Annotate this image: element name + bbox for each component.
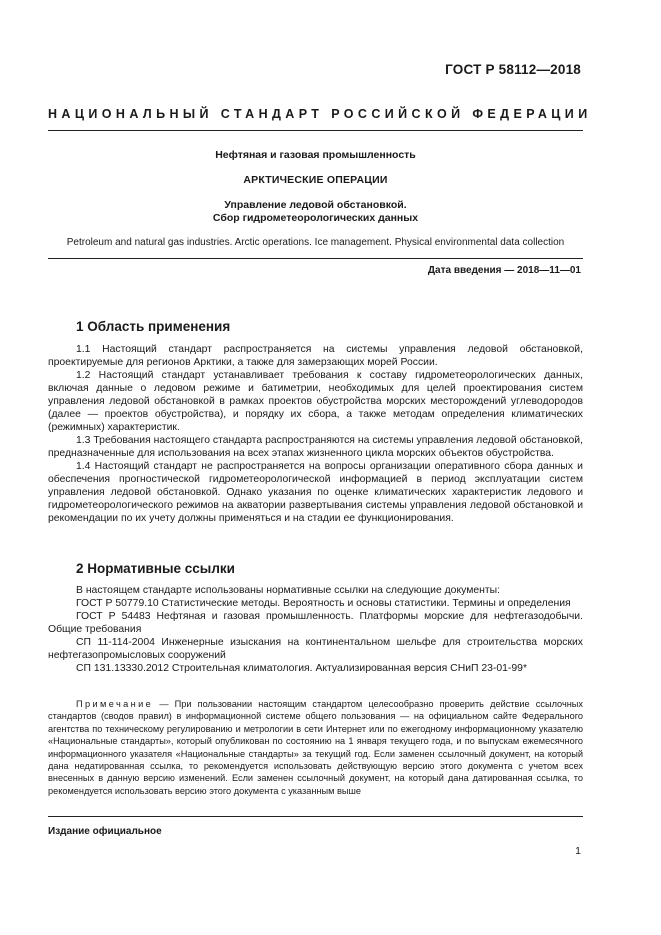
note-paragraph — [48, 698, 583, 797]
paragraph-1-1: 1.1 Настоящий стандарт распространяется на системы управления ледовой обстановкой, проектируемые для регионов Арктики, а также для замерзающих морей России. — [48, 344, 583, 368]
paragraph-1-3: 1.3 Требования настоящего стандарта распространяются на системы управления ледовой обстановкой, предназначенные для использования на всех этапах жизненного цикла морских объектов обустройства. — [48, 435, 583, 459]
reference-item: СП 131.13330.2012 Строительная климатология. Актуализированная версия СНиП 23-01-99* — [76, 663, 527, 674]
title-rule — [48, 258, 583, 259]
paragraph-1-2: 1.2 Настоящий стандарт устанавливает требования к составу гидрометеорологических данных, включая данные о ледовом режиме и батиметрии, необходимых для целей проектирования систем управления ледовой обстановкой в рамках проектов обустройства морских месторождений углеводородов (далее — проектов обустройства), и порядку их сбора, а также методам определения климатических (режимных) характеристик. — [48, 370, 583, 433]
note-block — [48, 698, 583, 797]
introduction-date: Дата введения — 2018—11—01 — [427, 265, 581, 276]
national-standard-heading: НАЦИОНАЛЬНЫЙ СТАНДАРТ РОССИЙСКОЙ ФЕДЕРАЦИИ — [48, 107, 592, 121]
note-text: — При пользовании настоящим стандартом целесообразно проверить действие ссылочных стандартов (сводов правил) в информационной системе общего пользования — на официальном сайте Федерального агентства по техническому регулированию и метрологии в сети Интернет или по ежегодному информационному указателю «Национальные стандарты», который опубликован по состоянию на 1 января текущего года, и по выпускам ежемесячного информационного указателя «Национальные стандарты» за текущий год. Если заменен ссылочный документ, на который дана недатированная ссылка, то рекомендуется использовать действующую версию этого документа с учетом всех внесенных в данную версию изменений. Если заменен ссылочный документ, на который дана датированная ссылка, то рекомендуется использовать версию этого документа с указанным выше — [48, 699, 583, 796]
section-1-body — [48, 343, 583, 525]
page-number: 1 — [575, 845, 581, 857]
note-label: Примечание — [76, 699, 154, 709]
section-1-title: 1 Область применения — [76, 319, 231, 334]
footer-rule — [48, 816, 583, 817]
standard-number: ГОСТ Р 58112—2018 — [445, 62, 581, 77]
operations-title: АРКТИЧЕСКИЕ ОПЕРАЦИИ — [243, 174, 388, 186]
reference-item: ГОСТ Р 50779.10 Статистические методы. Вероятность и основы статистики. Термины и определения — [76, 598, 571, 609]
paragraph-1-4: 1.4 Настоящий стандарт не распространяется на вопросы организации оперативного сбора данных и обеспечения прогностической гидрометеорологической информацией в период эксплуатации систем управления ледовой обстановкой. Однако указания по оценке климатических характеристик ледового и гидрометеорологического режимов на акватории развертывания системы управления ледовой обстановкой и рекомендации по их учету должны применяться и на стадии ее функционирования. — [48, 461, 583, 524]
reference-item: ГОСТ Р 54483 Нефтяная и газовая промышленность. Платформы морские для нефтегазодобычи. Общие требования — [48, 611, 583, 635]
references-intro: В настоящем стандарте использованы нормативные ссылки на следующие документы: — [76, 585, 500, 596]
industry-title: Нефтяная и газовая промышленность — [215, 149, 416, 161]
section-2-body — [48, 584, 583, 675]
official-edition: Издание официальное — [48, 826, 162, 837]
management-title — [48, 199, 583, 225]
english-title: Petroleum and natural gas industries. Arctic operations. Ice management. Physical environmental data collection — [66, 237, 565, 248]
header-rule — [48, 130, 583, 131]
reference-item: СП 11-114-2004 Инженерные изыскания на континентальном шельфе для строительства морских нефтегазопромысловых сооружений — [48, 637, 583, 661]
management-title-line2: Сбор гидрометеорологических данных — [212, 212, 419, 224]
management-title-line1: Управление ледовой обстановкой. — [224, 199, 407, 211]
section-2-title: 2 Нормативные ссылки — [76, 561, 235, 576]
